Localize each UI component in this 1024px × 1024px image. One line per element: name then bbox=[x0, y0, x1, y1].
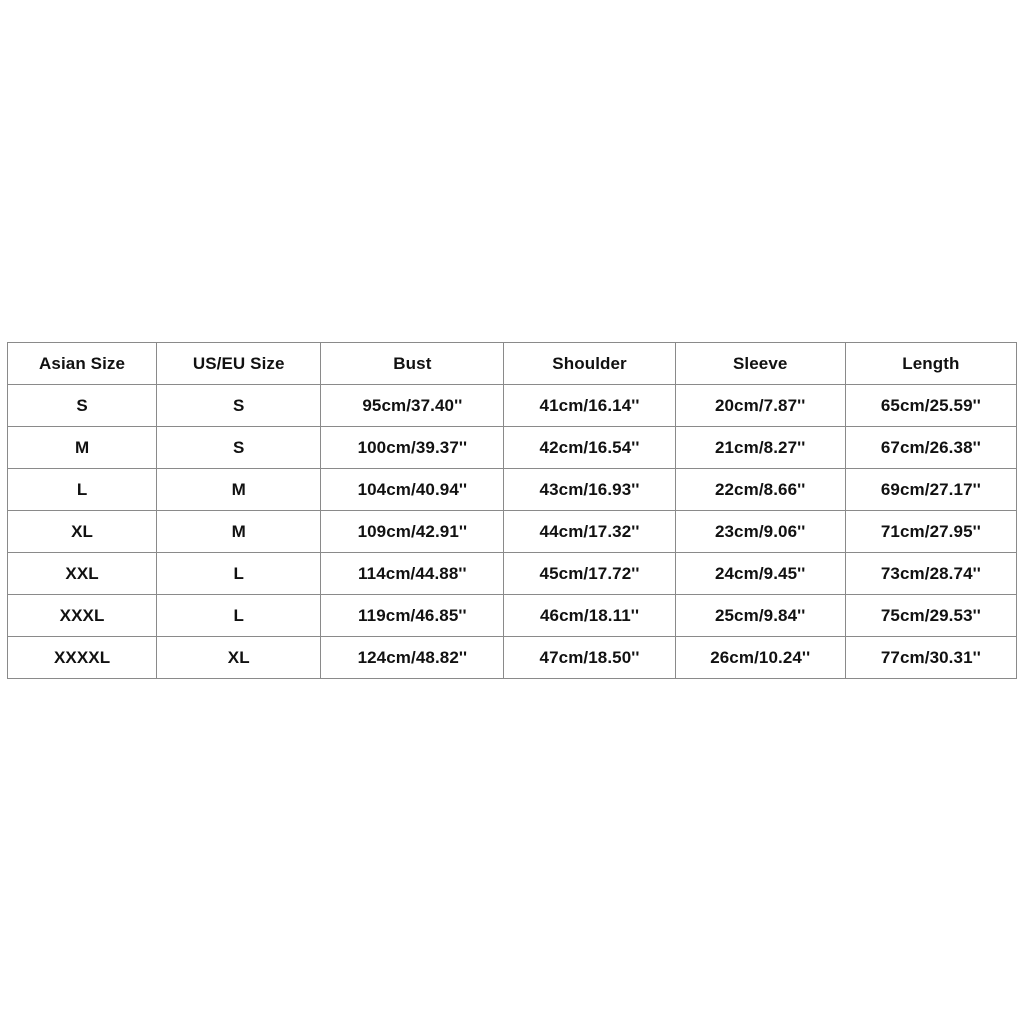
cell-sleeve: 20cm/7.87'' bbox=[675, 385, 845, 427]
cell-length: 71cm/27.95'' bbox=[845, 511, 1016, 553]
table-header-row bbox=[8, 343, 1017, 385]
cell-shoulder: 46cm/18.11'' bbox=[504, 595, 675, 637]
cell-shoulder: 43cm/16.93'' bbox=[504, 469, 675, 511]
cell-bust: 109cm/42.91'' bbox=[321, 511, 504, 553]
cell-shoulder: 44cm/17.32'' bbox=[504, 511, 675, 553]
cell-sleeve: 23cm/9.06'' bbox=[675, 511, 845, 553]
cell-shoulder: 41cm/16.14'' bbox=[504, 385, 675, 427]
cell-us-eu-size: L bbox=[157, 553, 321, 595]
table-row bbox=[8, 637, 1017, 679]
table-row bbox=[8, 511, 1017, 553]
cell-us-eu-size: M bbox=[157, 469, 321, 511]
cell-shoulder: 47cm/18.50'' bbox=[504, 637, 675, 679]
cell-asian-size: M bbox=[8, 427, 157, 469]
cell-bust: 124cm/48.82'' bbox=[321, 637, 504, 679]
cell-sleeve: 24cm/9.45'' bbox=[675, 553, 845, 595]
cell-bust: 95cm/37.40'' bbox=[321, 385, 504, 427]
cell-us-eu-size: S bbox=[157, 427, 321, 469]
header-asian-size: Asian Size bbox=[8, 343, 157, 385]
cell-us-eu-size: XL bbox=[157, 637, 321, 679]
table-row bbox=[8, 595, 1017, 637]
table-row bbox=[8, 469, 1017, 511]
size-chart-table bbox=[7, 342, 1017, 679]
cell-sleeve: 25cm/9.84'' bbox=[675, 595, 845, 637]
cell-asian-size: L bbox=[8, 469, 157, 511]
cell-bust: 114cm/44.88'' bbox=[321, 553, 504, 595]
header-bust: Bust bbox=[321, 343, 504, 385]
cell-asian-size: XL bbox=[8, 511, 157, 553]
cell-length: 73cm/28.74'' bbox=[845, 553, 1016, 595]
cell-bust: 100cm/39.37'' bbox=[321, 427, 504, 469]
table-row bbox=[8, 427, 1017, 469]
cell-length: 67cm/26.38'' bbox=[845, 427, 1016, 469]
cell-sleeve: 26cm/10.24'' bbox=[675, 637, 845, 679]
cell-sleeve: 21cm/8.27'' bbox=[675, 427, 845, 469]
header-length: Length bbox=[845, 343, 1016, 385]
header-shoulder: Shoulder bbox=[504, 343, 675, 385]
cell-shoulder: 45cm/17.72'' bbox=[504, 553, 675, 595]
table-row bbox=[8, 553, 1017, 595]
cell-asian-size: XXL bbox=[8, 553, 157, 595]
cell-bust: 119cm/46.85'' bbox=[321, 595, 504, 637]
cell-length: 69cm/27.17'' bbox=[845, 469, 1016, 511]
table-row bbox=[8, 385, 1017, 427]
header-sleeve: Sleeve bbox=[675, 343, 845, 385]
header-us-eu-size: US/EU Size bbox=[157, 343, 321, 385]
cell-length: 65cm/25.59'' bbox=[845, 385, 1016, 427]
cell-shoulder: 42cm/16.54'' bbox=[504, 427, 675, 469]
cell-us-eu-size: L bbox=[157, 595, 321, 637]
cell-bust: 104cm/40.94'' bbox=[321, 469, 504, 511]
cell-asian-size: XXXXL bbox=[8, 637, 157, 679]
cell-asian-size: XXXL bbox=[8, 595, 157, 637]
cell-sleeve: 22cm/8.66'' bbox=[675, 469, 845, 511]
cell-length: 77cm/30.31'' bbox=[845, 637, 1016, 679]
cell-length: 75cm/29.53'' bbox=[845, 595, 1016, 637]
cell-asian-size: S bbox=[8, 385, 157, 427]
cell-us-eu-size: M bbox=[157, 511, 321, 553]
cell-us-eu-size: S bbox=[157, 385, 321, 427]
